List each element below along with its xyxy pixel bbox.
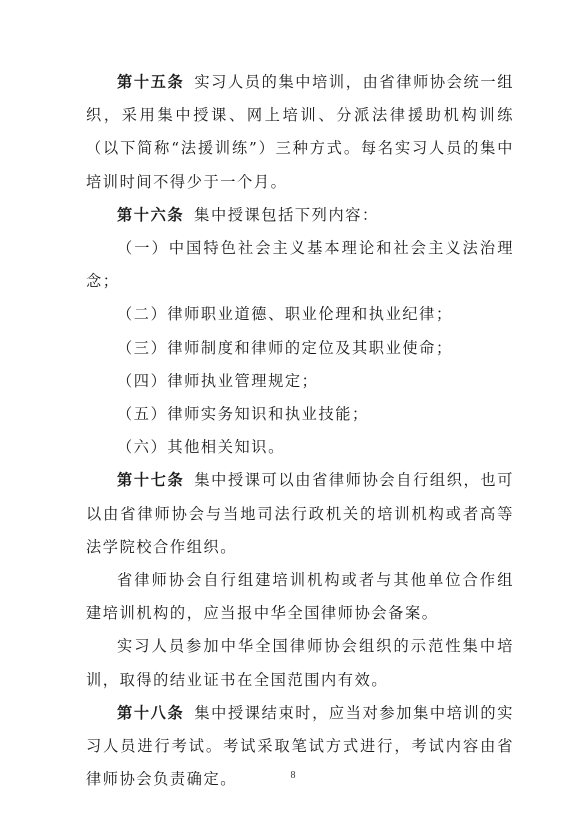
list-item-4: [86, 365, 514, 398]
paragraph-text: 实习人员的集中培训，由省律师协会统一组织，采用集中授课、网上培训、分派法律援助机构训练（以下简称“法援训练”）三种方式。每名实习人员的集中培训时间不得少于一个月。: [86, 73, 514, 191]
list-item-3: [86, 332, 514, 365]
paragraph-text: 集中授课包括下列内容：: [194, 205, 379, 224]
article-label: 第十六条: [117, 205, 185, 224]
paragraph-text: 集中授课可以由省律师协会自行组织，也可以由省律师协会与当地司法行政机关的培训机构或者高等法学院校合作组织。: [86, 471, 514, 556]
list-item-2: [86, 298, 514, 331]
paragraph-text: （一）中国特色社会主义基本理论和社会主义法治理念；: [86, 239, 514, 291]
document-body: [86, 66, 514, 796]
paragraph-text: 实习人员参加中华全国律师协会组织的示范性集中培训，取得的结业证书在全国范围内有效。: [86, 637, 514, 689]
list-item-6: [86, 431, 514, 464]
paragraph-article-17: [86, 464, 514, 564]
page-number: 8: [290, 770, 296, 781]
list-item-5: [86, 398, 514, 431]
article-label: 第十八条: [117, 703, 185, 722]
paragraph-article-18: [86, 697, 514, 797]
paragraph-text: （五）律师实务知识和执业技能；: [117, 405, 369, 424]
paragraph-text: 集中授课结束时，应当对参加集中培训的实习人员进行考试。考试采取笔试方式进行，考试内容由省律师协会负责确定。: [86, 703, 514, 789]
paragraph-text: （六）其他相关知识。: [117, 438, 285, 457]
paragraph-text: （二）律师职业道德、职业伦理和执业纪律；: [117, 305, 453, 324]
article-label: 第十七条: [117, 471, 185, 490]
paragraph-article-17-3: [86, 630, 514, 696]
paragraph-text: （三）律师制度和律师的定位及其职业使命；: [117, 338, 453, 357]
article-label: 第十五条: [117, 73, 185, 91]
paragraph-article-16: [86, 199, 514, 232]
paragraph-text: 省律师协会自行组建培训机构或者与其他单位合作组建培训机构的，应当报中华全国律师协会备案。: [86, 571, 514, 623]
paragraph-article-17-2: [86, 564, 514, 630]
paragraph-article-15: [86, 66, 514, 199]
list-item-1: [86, 232, 514, 298]
paragraph-text: （四）律师执业管理规定；: [117, 371, 319, 390]
